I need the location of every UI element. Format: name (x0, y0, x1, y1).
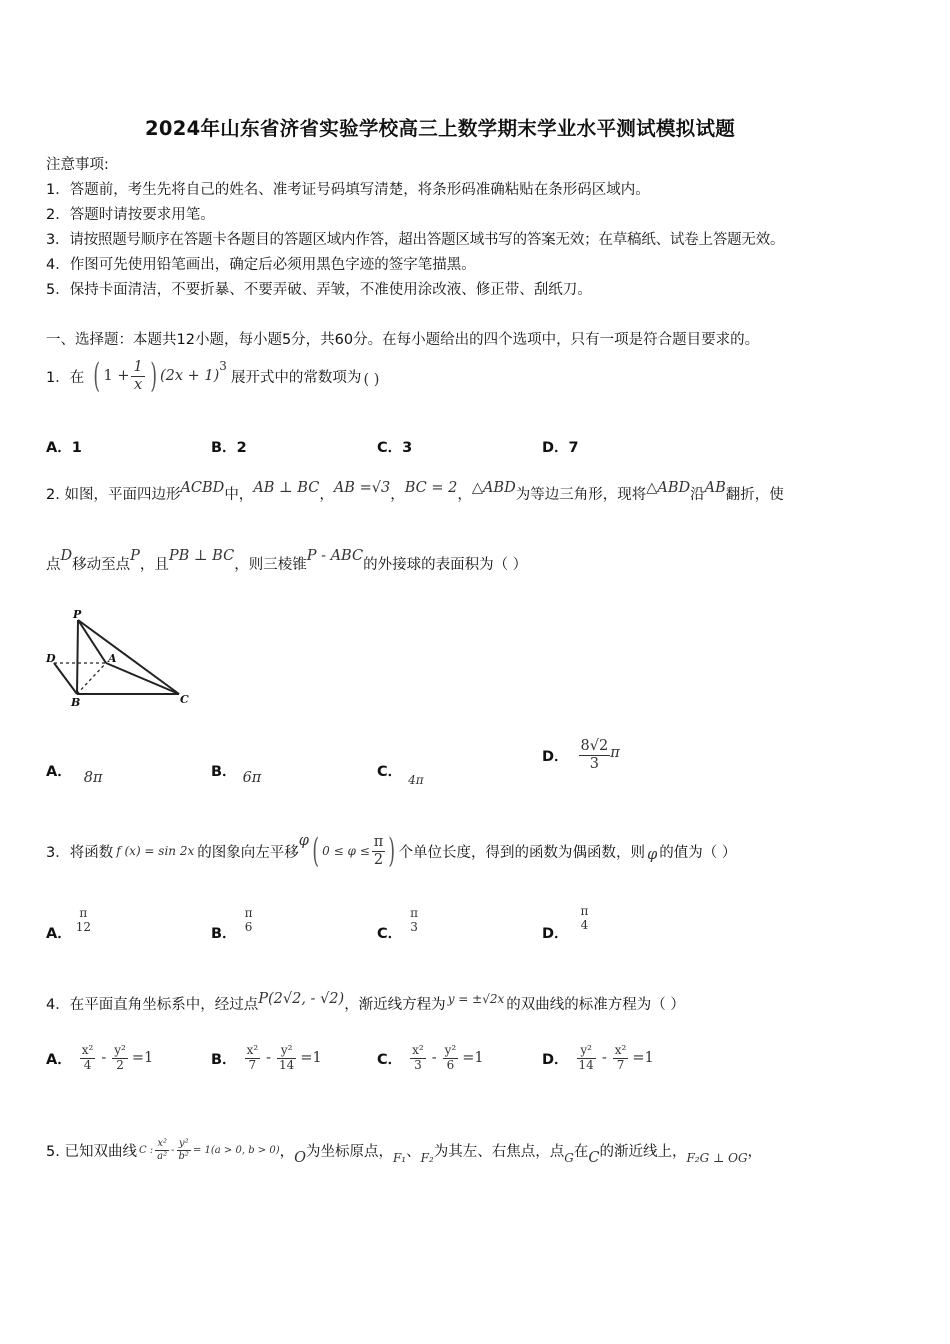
q4-option-b: B． $\frac{\text{x²}}{7}$ - $\frac{\text{y²}}{14}$ =1 (211, 1043, 322, 1072)
q2-option-c: C． $_{4\pi}$ (377, 764, 424, 787)
q1-text: 展开式中的常数项为 (230, 369, 362, 386)
q1-option-d: D．7 (542, 440, 579, 456)
question-3: 3．将函数 f (x) = sin 2x 的图象向左平移 φ ( 0 ≤ φ ≤ $\frac{\pi}{2}$ ) 个单位长度，得到的函数为偶函数，则 φ 的值为（ ） (46, 831, 737, 871)
q1-option-c: C．3 (377, 440, 413, 456)
answer-blank: ( ) (363, 372, 380, 388)
q1-fraction: $\frac{1}{x}$ (133, 358, 143, 393)
edge-ba-dashed (77, 663, 106, 694)
question-4: 4．在平面直角坐标系中，经过点 P(2√2, - √2) ，渐近线方程为 y = ±√2x 的双曲线的标准方程为（ ） (46, 991, 685, 1013)
q3-option-c: C． π 3 (377, 906, 419, 943)
question-1: 1．在 ( 1 + $\frac{1}{x}$ ) (2x + 1) $^3$ 展开式中的常数项为 ( ) (46, 356, 380, 396)
section-heading: 一、选择题：本题共12小题，每小题5分，共60分。在每小题给出的四个选项中，只有一项是符合题目要求的。 (46, 332, 760, 348)
question-2-line-1: 2. 如图，平面四边形 ACBD 中， AB ⊥ BC ， AB =√3 ， BC = 2 ， △ABD 为等边三角形，现将 △ABD 沿 AB 翻折，使 (46, 480, 784, 503)
notice-item: 5．保持卡面清洁，不要折暴、不要弄破、弄皱，不准使用涂改液、修正带、刮纸刀。 (46, 282, 592, 298)
q3-option-d: D． π 4 (542, 904, 589, 943)
notice-item: 2．答题时请按要求用笔。 (46, 207, 215, 223)
q2-option-a: A． 8π (46, 764, 103, 786)
q1-exponent: 3 (219, 359, 227, 373)
q2-option-b: B． 6π (211, 764, 262, 786)
edge-db (54, 663, 77, 694)
notice-heading: 注意事项: (46, 157, 109, 173)
question-1-number: 1．在 (46, 369, 85, 386)
q1-expr-one: 1 + (103, 368, 130, 384)
q1-option-b: B．2 (211, 440, 247, 456)
label-p: P (73, 608, 82, 621)
label-c: C (180, 693, 189, 706)
edge-pa (78, 620, 106, 663)
q3-option-b: B． π 6 (211, 906, 253, 943)
q2-option-d: D． $\frac{8√2}{3}$ π (542, 738, 620, 772)
q3-option-a: A． π 12 (46, 906, 92, 943)
edge-pc (78, 620, 179, 694)
q1-expr-tail: (2x + 1) (159, 368, 220, 384)
notice-item: 1．答题前，考生先将自己的姓名、准考证号码填写清楚，将条形码准确粘贴在条形码区域内。 (46, 182, 650, 198)
question-5: 5. 已知双曲线 C : $\frac{\text{x²}}{\text{a²}}$ - $\frac{\text{y²}}{\text{b²}}$ = 1(a > 0, b > 0) ， O 为坐标原点， F₁ 、 F₂ 为其左、右焦点，点 G 在 C 的渐近线上， F₂G ⊥ OG ， (46, 1138, 763, 1166)
label-b: B (71, 696, 81, 708)
label-d: D (46, 652, 56, 665)
notice-item: 4．作图可先使用铅笔画出，确定后必须用黑色字迹的签字笔描黑。 (46, 257, 476, 273)
q4-option-d: D． $\frac{\text{y²}}{14}$ - $\frac{\text{x²}}{7}$ =1 (542, 1043, 654, 1072)
pyramid-figure (44, 608, 194, 708)
edge-pb (77, 620, 78, 694)
notice-item: 3．请按照题号顺序在答题卡各题目的答题区域内作答，超出答题区域书写的答案无效；在草稿纸、试卷上答题无效。 (46, 232, 785, 248)
q4-option-c: C． $\frac{\text{x²}}{3}$ - $\frac{\text{y²}}{6}$ =1 (377, 1043, 484, 1072)
page-title: 2024年山东省济省实验学校高三上数学期末学业水平测试模拟试题 (145, 117, 736, 140)
label-a: A (108, 652, 117, 665)
q1-option-a: A．1 (46, 440, 82, 456)
question-2-line-2: 点 D 移动至点 P ，且 PB ⊥ BC ，则三棱锥 P - ABC 的外接球的表面积为（ ） (46, 548, 528, 573)
q4-option-a: A． $\frac{\text{x²}}{4}$ - $\frac{\text{y²}}{2}$ =1 (46, 1043, 154, 1072)
